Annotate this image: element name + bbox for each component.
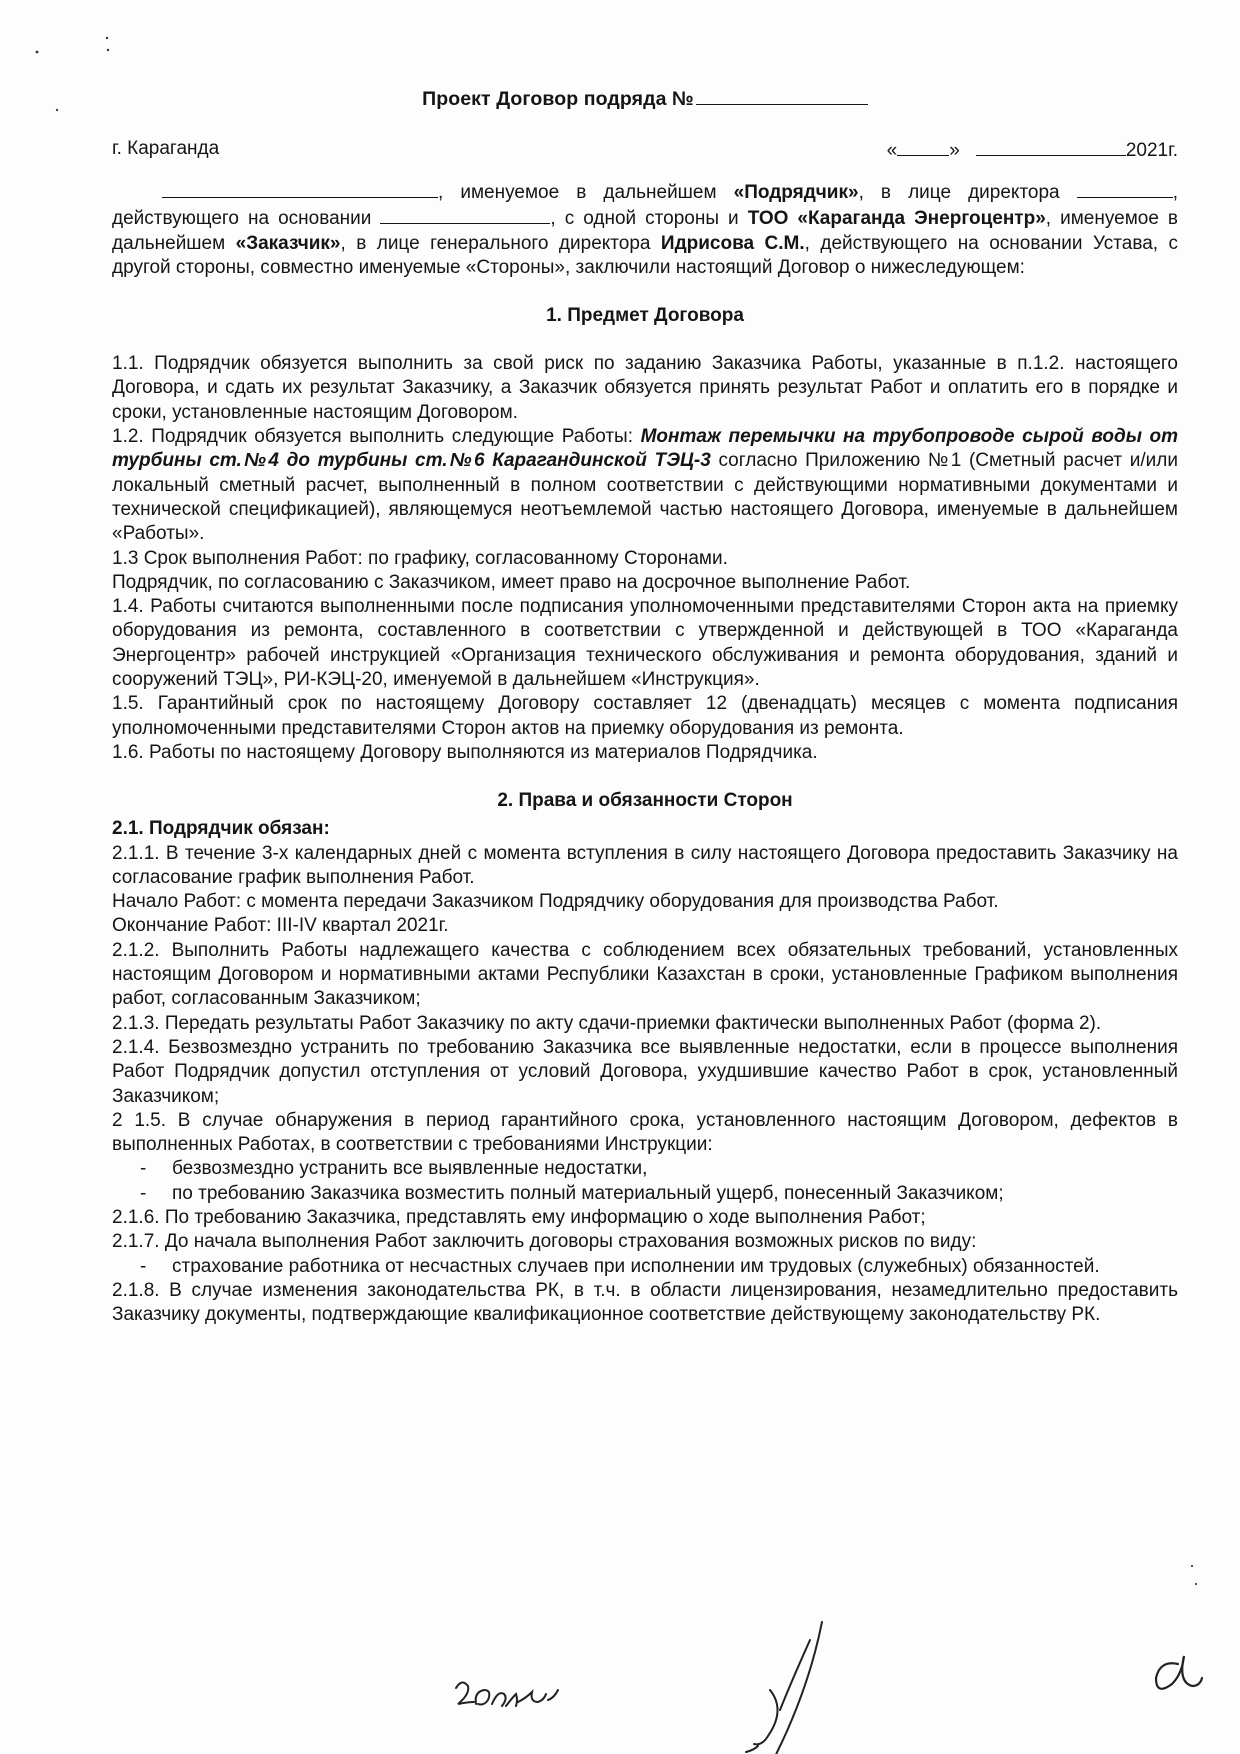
list-dash: - [140,1255,147,1277]
handwritten-year [456,1682,558,1706]
list-item [112,1255,1178,1279]
scan-speck [36,51,39,54]
clause-1-4: 1.4. Работы считаются выполненными после подписания уполномоченными представителями Сторон акта на приемку оборудования из ремонта, составленного в соответствии с утвержденной и действующей в ТОО «Караганда Энергоцентр» рабочей инструкцией «Организация технического обслуживания и ремонта оборудования, зданий и сооружений ТЭЦ», РИ-КЭЦ-20, именуемой в дальнейшем «Инструкция». [112,596,1178,691]
clause-text: согласно Приложению №1 (Сметный расчет и/или локальный сметный расчет, выполненный в полном соответствии с действующими нормативными документами и технической спецификацией), являющемуся неотъемлемой частью настоящего Договора, именуемые в дальнейшем «Работы». [112,450,1178,545]
general-director-name: Идрисова С.М. [660,232,805,254]
clause-2-1-5: 2 1.5. В случае обнаружения в период гарантийного срока, установленного настоящим Договором, дефектов в выполненных Работах, в соответствии с требованиями Инструкции: [112,1109,1178,1156]
intro-text: , действующего на основании [112,182,1178,230]
customer-company: ТОО «Караганда Энергоцентр» [747,208,1046,230]
day-blank [897,137,949,156]
section-2-title: 2. Права и обязанности Сторон [497,790,793,812]
intro-paragraph [112,179,1178,280]
section-1-title: 1. Предмет Договора [546,305,744,327]
list-dash: - [140,1182,147,1204]
director-name-blank [1077,179,1173,198]
clause-1-6: 1.6. Работы по настоящему Договору выполняются из материалов Подрядчика. [112,741,818,763]
customer-label: «Заказчик» [235,232,341,254]
list-dash: - [140,1158,147,1180]
date-year: 2021г. [1125,140,1178,161]
scan-speck [106,37,108,39]
scan-speck [56,109,58,111]
contractor-label: «Подрядчик» [733,182,859,203]
title-text: Проект Договор подряда № [422,88,694,110]
clause-1-3: 1.3 Срок выполнения Работ: по графику, согласованному Сторонами. [112,547,728,569]
clause-2-1-6: 2.1.6. По требованию Заказчика, представлять ему информацию о ходе выполнения Работ; [112,1206,926,1228]
clause-1-2 [112,425,1178,546]
scan-speck [1191,1565,1193,1567]
works-end: Окончание Работ: III-IV квартал 2021г. [112,915,449,937]
contract-date [887,137,1178,163]
clause-2-1-3: 2.1.3. Передать результаты Работ Заказчику по акту сдачи-приемки фактически выполненных Работ (форма 2). [112,1012,1102,1034]
clause-2-1-4: 2.1.4. Безвозмездно устранить по требованию Заказчика все выявленные недостатки, если в процессе выполнения Работ Подрядчик допустил отступления от условий Договора, ухудшившие качество Работ в срок, установленный Заказчиком; [112,1036,1178,1107]
works-description: Монтаж перемычки на трубопроводе сырой воды от турбины ст.№4 до турбины ст.№6 Карагандинской ТЭЦ-3 [112,426,1178,472]
intro-text: , именуемое в дальнейшем [438,182,734,203]
intro-text: , в лице директора [858,182,1077,203]
subsection-2-1-title: 2.1. Подрядчик обязан: [112,818,330,840]
list-item-text: по требованию Заказчика возместить полный материальный ущерб, понесенный Заказчиком; [172,1182,1004,1204]
list-item [112,1182,1178,1206]
basis-blank [380,205,550,224]
intro-text: , с одной стороны и [550,208,748,230]
clause-2-1-8: 2.1.8. В случае изменения законодательства РК, в т.ч. в области лицензирования, незамедлительно предоставить Заказчику документы, подтверждающие квалификационное соответствие действующему законодательству РК. [112,1279,1178,1326]
list-item [112,1157,1178,1181]
list-item-text: страхование работника от несчастных случаев при исполнении им трудовых (служебных) обязанностей. [172,1255,1100,1277]
intro-text: , действующего на основании Устава, с другой стороны, совместно именуемые «Стороны», заключили настоящий Договор о нижеследующем: [112,232,1178,278]
clause-1-5: 1.5. Гарантийный срок по настоящему Договору составляет 12 (двенадцать) месяцев с момента подписания уполномоченными представителями Сторон актов на приемку оборудования из ремонта. [112,693,1178,739]
intro-text: , именуемое в дальнейшем [112,208,1179,254]
document-title [112,86,1178,111]
scan-speck [1195,1583,1197,1585]
month-blank [976,137,1126,156]
city-date-line [112,137,1178,163]
clause-1-1: 1.1. Подрядчик обязуется выполнить за свой риск по заданию Заказчика Работы, указанные в п.1.2. настоящего Договора, и сдать их результат Заказчику, а Заказчик обязуется принять результат Работ и оплатить его в порядке и сроки, установленные настоящим Договором. [112,353,1178,423]
intro-text: , в лице генерального директора [340,232,661,254]
clause-2-1-7: 2.1.7. До начала выполнения Работ заключить договоры страхования возможных рисков по виду: [112,1231,977,1253]
clause-2-1-1: 2.1.1. В течение 3-х календарных дней с момента вступления в силу настоящего Договора предоставить Заказчику на согласование график выполнения Работ. [112,842,1178,888]
list-item-text: безвозмездно устранить все выявленные недостатки, [172,1158,648,1180]
scan-speck [107,49,109,51]
clause-1-3-note: Подрядчик, по согласованию с Заказчиком, имеет право на досрочное выполнение Работ. [112,571,911,593]
clause-text: 1.2. Подрядчик обязуется выполнить следующие Работы: [112,426,641,448]
document-body [112,86,1178,1327]
contractor-name-blank [162,179,438,198]
works-start: Начало Работ: с момента передачи Заказчиком Подрядчику оборудования для производства Работ. [112,891,999,913]
city: г. Караганда [112,138,220,159]
clause-2-1-2: 2.1.2. Выполнить Работы надлежащего качества с соблюдением всех обязательных требований, установленных настоящим Договором и нормативными актами Республики Казахстан в сроки, установленные Графиком выполнения работ, согласованным Заказчиком; [112,939,1178,1010]
date-quote-open: « [886,140,898,161]
contract-number-blank [696,86,868,105]
date-quote-close: » [949,140,960,161]
initials-mark [1156,1656,1202,1689]
signature [746,1622,822,1754]
